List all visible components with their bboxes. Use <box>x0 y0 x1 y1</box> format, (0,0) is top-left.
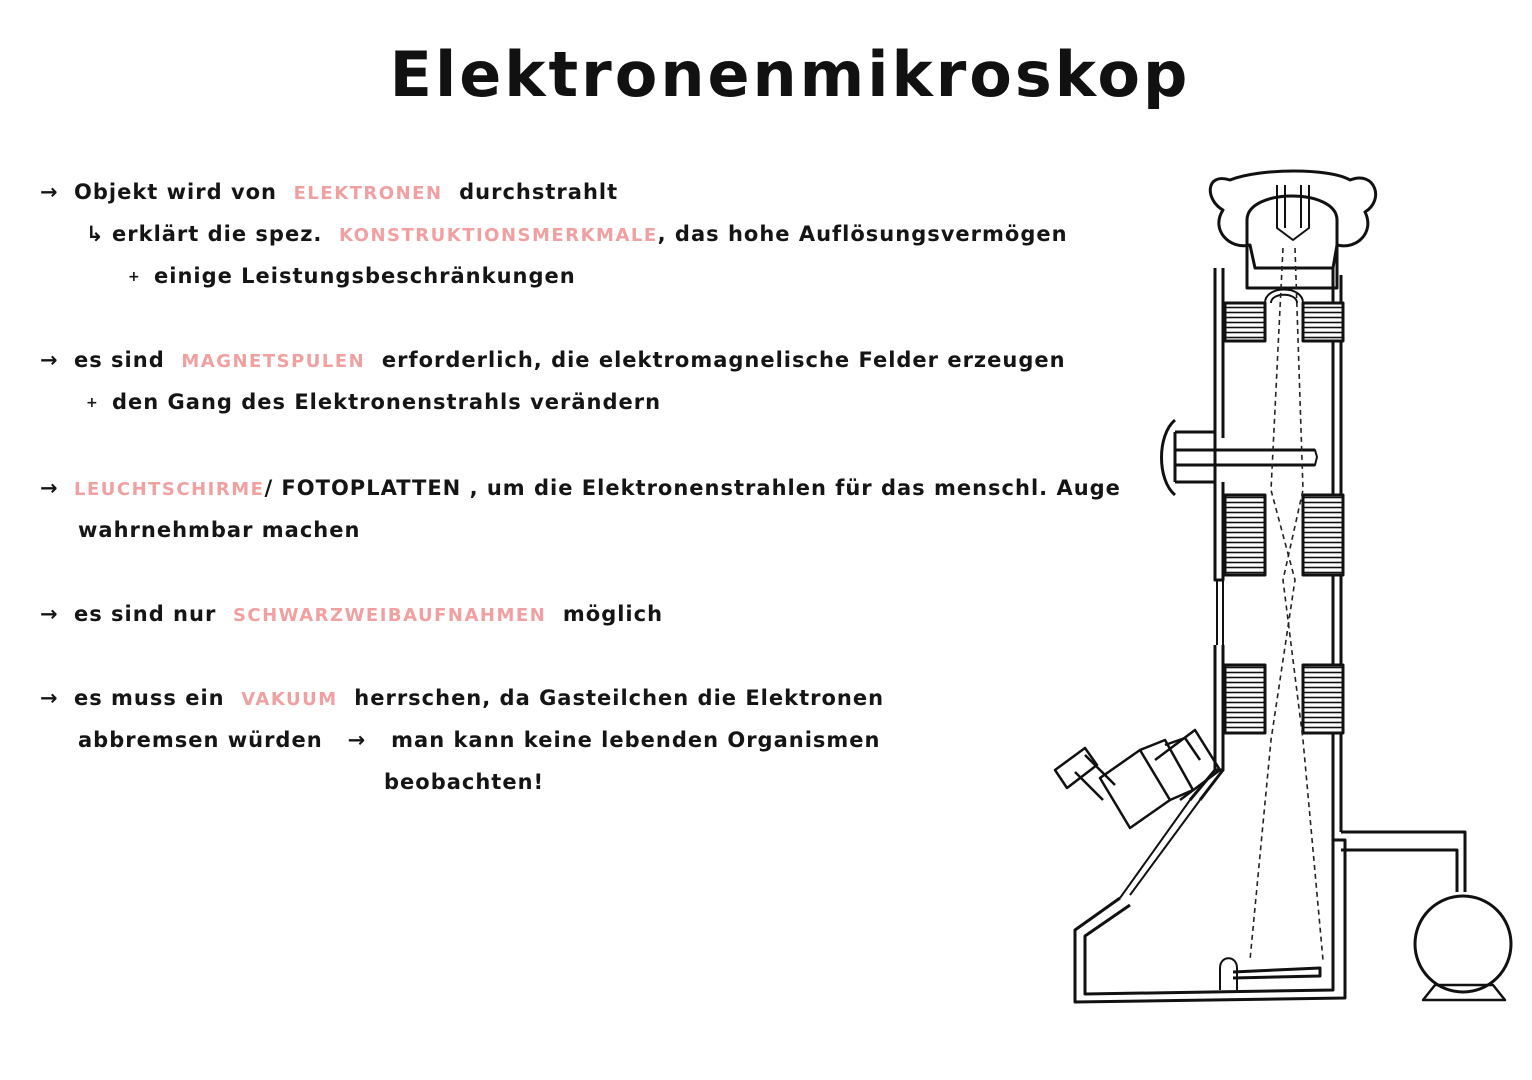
electron-beam <box>1250 248 1295 960</box>
highlight-term: KONSTRUKTIONSMERKMALE <box>339 225 658 246</box>
page-title: Elektronenmikroskop <box>389 38 1191 111</box>
note-line: ↳ erklärt die spez. KONSTRUKTIONSMERKMALE, das hohe Auflösungsvermögen <box>86 222 1068 246</box>
sub-arrow-icon: ↳ <box>86 222 105 246</box>
note-line: wahrnehmbar machen <box>78 518 361 542</box>
vacuum-pump <box>1415 896 1511 992</box>
binocular-eyepiece <box>1055 730 1220 828</box>
electron-microscope-diagram <box>1045 160 1525 1020</box>
arrow-icon: → <box>40 476 59 500</box>
plus-icon: + <box>128 269 141 285</box>
arrow-icon: → <box>40 602 59 626</box>
arrow-icon: → <box>40 180 59 204</box>
arrow-icon: → <box>40 686 59 710</box>
microscope-column <box>1215 268 1223 438</box>
note-line: → Objekt wird von ELEKTRONEN durchstrahlt <box>40 180 619 204</box>
fluorescent-screen <box>1233 968 1320 978</box>
note-line: → es sind nur SCHWARZWEIBAUFNAHMEN möglich <box>40 602 664 626</box>
arrow-icon: → <box>347 728 367 752</box>
note-line: → LEUCHTSCHIRME/ FOTOPLATTEN , um die Elektronenstrahlen für das menschl. Auge <box>40 476 1121 500</box>
highlight-term: MAGNETSPULEN <box>181 351 366 372</box>
arrow-icon: → <box>40 348 59 372</box>
highlight-term: SCHWARZWEIBAUFNAHMEN <box>232 605 547 626</box>
note-line: abbremsen würden → man kann keine lebenden Organismen <box>78 728 881 752</box>
electron-gun <box>1210 171 1375 268</box>
highlight-term: LEUCHTSCHIRME <box>74 479 265 500</box>
plus-icon: + <box>86 395 99 411</box>
note-line: → es sind MAGNETSPULEN erforderlich, die elektromagnelische Felder erzeugen <box>40 348 1066 372</box>
highlight-term: ELEKTRONEN <box>293 183 443 204</box>
note-line: → es muss ein VAKUUM herrschen, da Gasteilchen die Elektronen <box>40 686 885 710</box>
vacuum-pipe <box>1341 832 1465 892</box>
specimen-port <box>1175 432 1215 482</box>
highlight-term: VAKUUM <box>241 689 338 710</box>
note-line: + einige Leistungsbeschränkungen <box>128 264 576 288</box>
note-line: + den Gang des Elektronenstrahls verändern <box>86 390 662 414</box>
note-line: beobachten! <box>384 770 545 794</box>
